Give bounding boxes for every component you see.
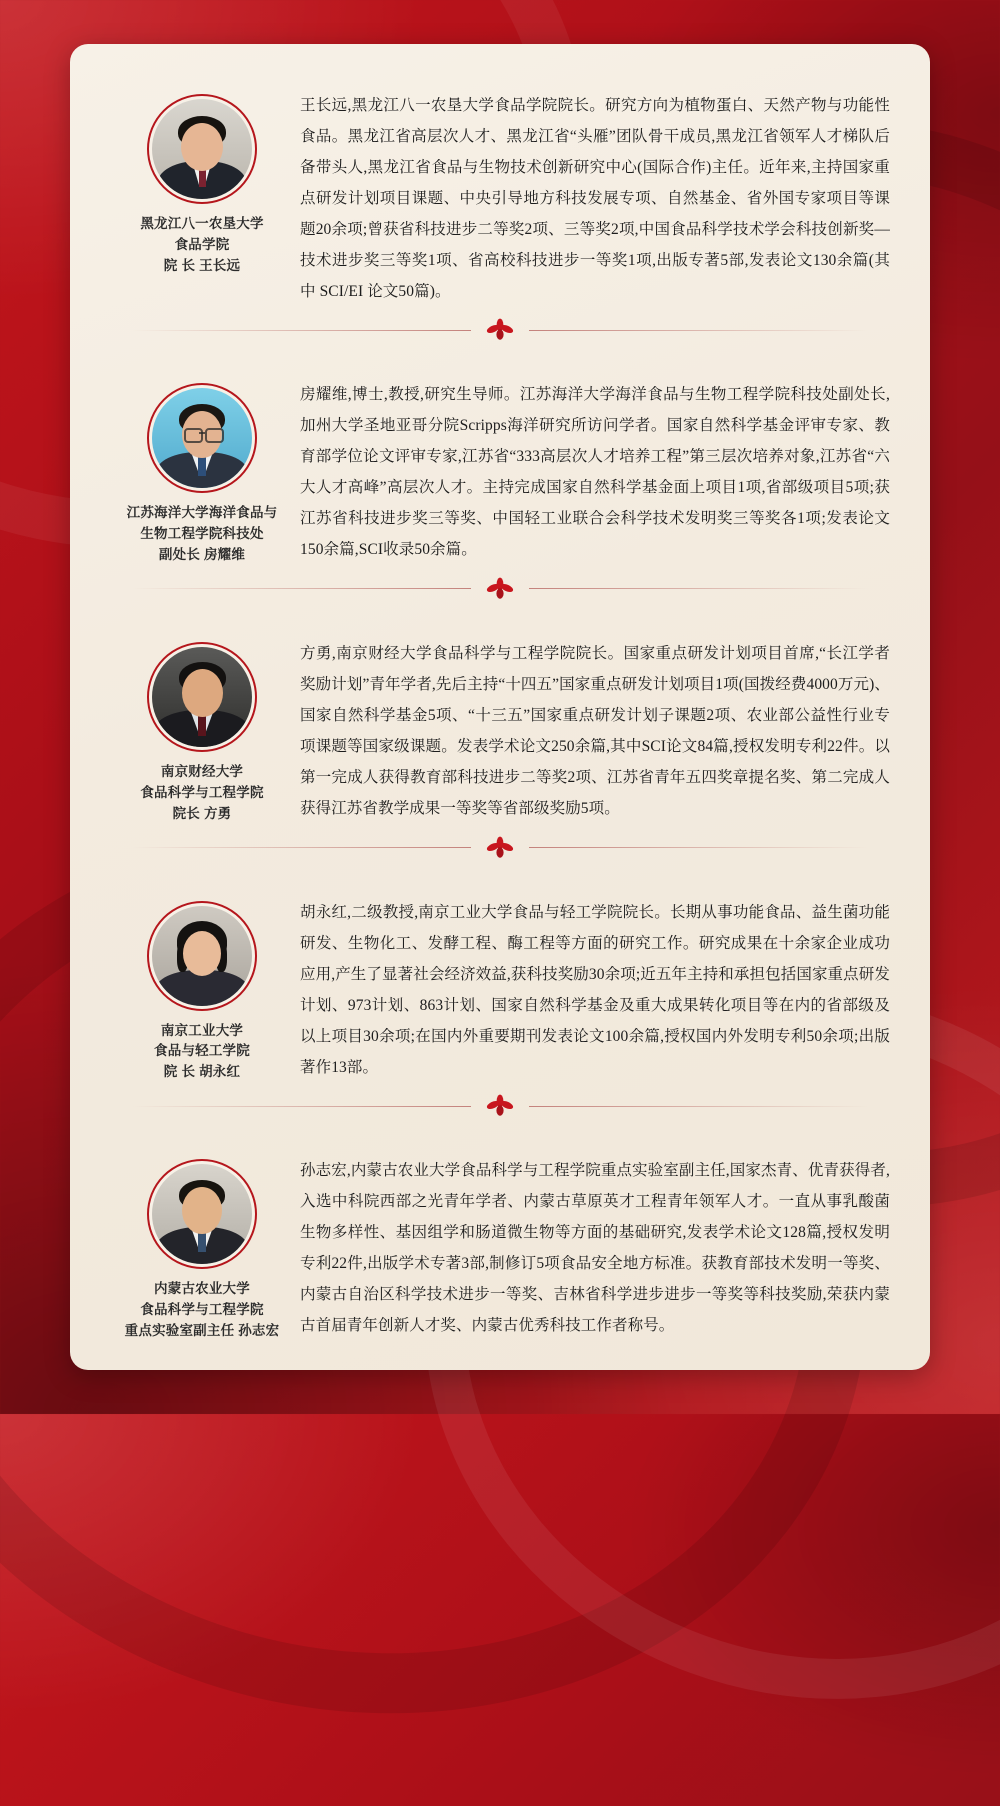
caption-line: 南京财经大学: [104, 762, 300, 783]
content-panel: [70, 44, 930, 1370]
caption-line: 重点实验室副主任 孙志宏: [104, 1321, 300, 1342]
speaker-entry: [70, 353, 930, 566]
avatar: [147, 94, 257, 204]
flower-ornament: [483, 836, 517, 860]
speaker-bio: 孙志宏,内蒙古农业大学食品科学与工程学院重点实验室副主任,国家杰青、优青获得者,入选中科院西部之光青年学者、内蒙古草原英才工程青年领军人才。一直从事乳酸菌生物多样性、基因组学和肠道微生物等方面的基础研究,发表学术论文128篇,授权发明专利22件,出版学术专著3部,制修订5项食品安全地方标准。获教育部技术发明一等奖、内蒙古自治区科学技术进步一等奖、吉林省科学进步进步一等奖等科技奖励,荣获内蒙古首届青年创新人才奖、内蒙古优秀科技工作者称号。: [300, 1151, 896, 1341]
speaker-entry: [70, 44, 930, 307]
section-divider: [70, 825, 930, 871]
caption-line: 黑龙江八一农垦大学: [104, 214, 300, 235]
speaker-bio: 方勇,南京财经大学食品科学与工程学院院长。国家重点研发计划项目首席,“长江学者奖励计划”青年学者,先后主持“十四五”国家重点研发计划项目1项(国拨经费4000万元)、国家自然科学基金5项、“十三五”国家重点研发计划子课题2项、农业部公益性行业专项课题等国家级课题。发表学术论文250余篇,其中SCI论文84篇,授权发明专利22件。以第一完成人获得教育部科技进步二等奖2项、江苏省青年五四奖章提名奖、第二完成人获得江苏省教学成果一等奖等省部级奖励5项。: [300, 634, 896, 824]
speaker-photo-column: [104, 86, 300, 277]
speaker-caption: [104, 1021, 300, 1084]
caption-line: 食品学院: [104, 235, 300, 256]
speaker-caption: [104, 214, 300, 277]
speaker-bio: 王长远,黑龙江八一农垦大学食品学院院长。研究方向为植物蛋白、天然产物与功能性食品。黑龙江省高层次人才、黑龙江省“头雁”团队骨干成员,黑龙江省领军人才梯队后备带头人,黑龙江省食品与生物技术创新研究中心(国际合作)主任。近年来,主持国家重点研发计划项目课题、中央引导地方科技发展专项、自然基金、省外国专家项目等课题20余项;曾获省科技进步二等奖2项、三等奖2项,中国食品科学技术学会科技创新奖—技术进步奖三等奖1项、省高校科技进步一等奖1项,出版专著5部,发表论文130余篇(其中 SCI/EI 论文50篇)。: [300, 86, 896, 307]
caption-line: 南京工业大学: [104, 1021, 300, 1042]
flower-ornament: [483, 318, 517, 342]
speaker-photo-column: [104, 375, 300, 566]
speaker-bio: 房耀维,博士,教授,研究生导师。江苏海洋大学海洋食品与生物工程学院科技处副处长,加州大学圣地亚哥分院Scripps海洋研究所访问学者。国家自然科学基金评审专家、教育部学位论文评审专家,江苏省“333高层次人才培养工程”第三层次培养对象,江苏省“六大人才高峰”高层次人才。主持完成国家自然科学基金面上项目1项,省部级项目5项;获江苏省科技进步奖三等奖、中国轻工业联合会科学技术发明奖三等奖各1项;发表论文150余篇,SCI收录50余篇。: [300, 375, 896, 565]
caption-line: 院长 方勇: [104, 804, 300, 825]
speaker-photo-column: [104, 893, 300, 1084]
flower-ornament: [483, 577, 517, 601]
section-divider: [70, 566, 930, 612]
section-divider: [70, 307, 930, 353]
caption-line: 院 长 王长远: [104, 256, 300, 277]
divider-line-right: [529, 847, 868, 848]
divider-line-right: [529, 330, 868, 331]
flower-ornament: [483, 1094, 517, 1118]
divider-line-right: [529, 588, 868, 589]
speaker-photo-column: [104, 634, 300, 825]
avatar: [147, 901, 257, 1011]
caption-line: 食品与轻工学院: [104, 1041, 300, 1062]
avatar: [147, 642, 257, 752]
speaker-photo-column: [104, 1151, 300, 1342]
caption-line: 江苏海洋大学海洋食品与: [104, 503, 300, 524]
portrait-sun-zhihong: [152, 1164, 252, 1264]
divider-line-left: [132, 588, 471, 589]
caption-line: 院 长 胡永红: [104, 1062, 300, 1083]
speaker-entry: [70, 871, 930, 1084]
speaker-entry: [70, 612, 930, 825]
caption-line: 生物工程学院科技处: [104, 524, 300, 545]
caption-line: 食品科学与工程学院: [104, 783, 300, 804]
speaker-caption: [104, 1279, 300, 1342]
portrait-wang-changyuan: [152, 99, 252, 199]
avatar: [147, 383, 257, 493]
speaker-caption: [104, 503, 300, 566]
divider-line-right: [529, 1106, 868, 1107]
divider-line-left: [132, 330, 471, 331]
portrait-fang-yong: [152, 647, 252, 747]
section-divider: [70, 1083, 930, 1129]
portrait-fang-yaowei: [152, 388, 252, 488]
divider-line-left: [132, 847, 471, 848]
caption-line: 食品科学与工程学院: [104, 1300, 300, 1321]
speaker-caption: [104, 762, 300, 825]
caption-line: 内蒙古农业大学: [104, 1279, 300, 1300]
speaker-entry: [70, 1129, 930, 1342]
divider-line-left: [132, 1106, 471, 1107]
caption-line: 副处长 房耀维: [104, 545, 300, 566]
avatar: [147, 1159, 257, 1269]
portrait-hu-yonghong: [152, 906, 252, 1006]
speaker-bio: 胡永红,二级教授,南京工业大学食品与轻工学院院长。长期从事功能食品、益生菌功能研发、生物化工、发酵工程、酶工程等方面的研究工作。研究成果在十余家企业成功应用,产生了显著社会经济效益,获科技奖励30余项;近五年主持和承担包括国家重点研发计划、973计划、863计划、国家自然科学基金及重大成果转化项目等在内的省部级及以上项目30余项;在国内外重要期刊发表论文100余篇,授权国内外发明专利50余项;出版著作13部。: [300, 893, 896, 1083]
